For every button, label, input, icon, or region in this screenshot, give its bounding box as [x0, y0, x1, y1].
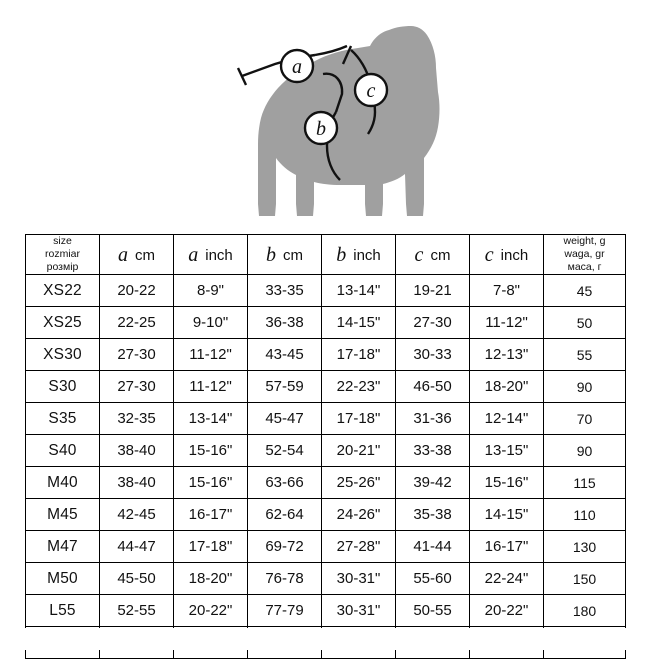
cell-c-inch: 20-22" — [470, 595, 544, 627]
cell-weight: 115 — [544, 467, 626, 499]
cell-c-cm: 39-42 — [396, 467, 470, 499]
table-row — [26, 275, 626, 307]
header-weight-line1: weight, g — [563, 235, 606, 247]
cell-b-cm: 33-35 — [248, 275, 322, 307]
cell-c-inch: 11-12" — [470, 307, 544, 339]
header-a-inch — [174, 235, 248, 275]
cell-weight: 130 — [544, 531, 626, 563]
cell-weight: 180 — [544, 595, 626, 627]
cell-c-cm: 50-55 — [396, 595, 470, 627]
cell-c-inch: 16-17" — [470, 531, 544, 563]
header-b-inch — [322, 235, 396, 275]
cell-size: M50 — [26, 563, 100, 595]
cell-size: XS30 — [26, 339, 100, 371]
header-b-inch-unit: inch — [353, 247, 381, 264]
header-b-inch-letter: b — [336, 244, 347, 266]
cell-b-inch: 13-14" — [322, 275, 396, 307]
label-c: c — [366, 80, 376, 102]
header-a-inch-unit: inch — [205, 247, 233, 264]
cell-size: M45 — [26, 499, 100, 531]
cell-a-cm: 38-40 — [100, 435, 174, 467]
cell-weight: 90 — [544, 371, 626, 403]
table-row — [26, 403, 626, 435]
cell-a-inch: 16-17" — [174, 499, 248, 531]
table-row — [26, 339, 626, 371]
cell-size: S40 — [26, 435, 100, 467]
header-b-cm-letter: b — [266, 244, 276, 266]
cell-c-cm: 31-36 — [396, 403, 470, 435]
cell-a-inch: 17-18" — [174, 531, 248, 563]
cell-size: L55 — [26, 595, 100, 627]
cell-c-cm: 33-38 — [396, 435, 470, 467]
cell-size: S35 — [26, 403, 100, 435]
cell-b-cm: 62-64 — [248, 499, 322, 531]
header-a-cm-unit: cm — [135, 247, 155, 264]
dog-measurement-illustration — [175, 8, 475, 223]
cell-b-cm: 36-38 — [248, 307, 322, 339]
cell-b-cm: 63-66 — [248, 467, 322, 499]
cell-size: S30 — [26, 371, 100, 403]
cell-b-cm: 77-79 — [248, 595, 322, 627]
cell-weight: 45 — [544, 275, 626, 307]
header-c-inch — [470, 235, 544, 275]
header-size-line3: розмір — [46, 261, 79, 273]
cell-a-inch: 11-12" — [174, 371, 248, 403]
cell-b-inch: 30-31" — [322, 595, 396, 627]
cell-a-inch: 8-9" — [174, 275, 248, 307]
table-row — [26, 307, 626, 339]
cell-a-cm: 27-30 — [100, 371, 174, 403]
cell-b-cm: 52-54 — [248, 435, 322, 467]
table-row — [26, 595, 626, 627]
size-chart — [25, 234, 625, 659]
cell-a-inch: 11-12" — [174, 339, 248, 371]
label-b: b — [316, 118, 326, 140]
header-c-cm — [396, 235, 470, 275]
cell-a-cm: 52-55 — [100, 595, 174, 627]
cell-b-inch: 25-26" — [322, 467, 396, 499]
cell-b-inch: 22-23" — [322, 371, 396, 403]
header-size-line2: rozmiar — [44, 248, 80, 260]
cell-b-inch: 27-28" — [322, 531, 396, 563]
cell-b-inch: 24-26" — [322, 499, 396, 531]
cell-a-inch: 15-16" — [174, 435, 248, 467]
cell-a-inch: 13-14" — [174, 403, 248, 435]
cell-c-inch: 14-15" — [470, 499, 544, 531]
cell-weight: 90 — [544, 435, 626, 467]
cell-b-cm: 43-45 — [248, 339, 322, 371]
cell-c-cm: 27-30 — [396, 307, 470, 339]
cell-b-inch: 14-15" — [322, 307, 396, 339]
header-c-inch-letter: c — [484, 244, 494, 266]
cell-a-cm: 38-40 — [100, 467, 174, 499]
cell-c-cm: 55-60 — [396, 563, 470, 595]
table-row — [26, 371, 626, 403]
cell-b-cm: 69-72 — [248, 531, 322, 563]
cell-size: M40 — [26, 467, 100, 499]
cell-a-cm: 44-47 — [100, 531, 174, 563]
cell-c-inch: 12-14" — [470, 403, 544, 435]
table-header — [26, 235, 626, 275]
cell-c-inch: 7-8" — [470, 275, 544, 307]
cell-b-inch: 17-18" — [322, 403, 396, 435]
table-row — [26, 499, 626, 531]
cell-a-cm: 32-35 — [100, 403, 174, 435]
size-table — [25, 234, 626, 659]
header-weight-line2: waga, gr — [564, 248, 605, 260]
cell-weight: 150 — [544, 563, 626, 595]
header-c-cm-unit: cm — [430, 247, 451, 264]
header-b-cm-unit: cm — [283, 247, 303, 264]
cell-a-cm: 27-30 — [100, 339, 174, 371]
cell-c-inch: 13-15" — [470, 435, 544, 467]
header-size — [26, 235, 100, 275]
cell-a-cm: 22-25 — [100, 307, 174, 339]
header-a-inch-letter: a — [188, 244, 199, 266]
cell-b-inch: 30-31" — [322, 563, 396, 595]
cell-c-inch: 22-24" — [470, 563, 544, 595]
cell-a-cm: 20-22 — [100, 275, 174, 307]
cell-c-cm: 30-33 — [396, 339, 470, 371]
header-weight-line3: маса, г — [567, 261, 602, 273]
cell-size: M47 — [26, 531, 100, 563]
table-row — [26, 563, 626, 595]
cell-c-cm: 35-38 — [396, 499, 470, 531]
cell-size: XS25 — [26, 307, 100, 339]
header-c-inch-unit: inch — [500, 247, 529, 264]
cell-a-cm: 45-50 — [100, 563, 174, 595]
cell-a-inch: 18-20" — [174, 563, 248, 595]
cell-b-inch: 20-21" — [322, 435, 396, 467]
cell-c-cm: 41-44 — [396, 531, 470, 563]
table-body — [26, 275, 626, 659]
cell-size: XS22 — [26, 275, 100, 307]
header-size-line1: size — [53, 235, 72, 247]
cell-b-cm: 76-78 — [248, 563, 322, 595]
header-weight — [544, 235, 626, 275]
cell-b-cm: 57-59 — [248, 371, 322, 403]
cell-c-inch: 15-16" — [470, 467, 544, 499]
header-a-cm-letter: a — [118, 244, 128, 266]
cell-weight: 50 — [544, 307, 626, 339]
cell-a-inch: 15-16" — [174, 467, 248, 499]
label-a: a — [292, 56, 302, 78]
cell-a-inch: 9-10" — [174, 307, 248, 339]
cell-a-cm: 42-45 — [100, 499, 174, 531]
cell-c-inch: 18-20" — [470, 371, 544, 403]
cell-a-inch: 20-22" — [174, 595, 248, 627]
header-a-cm — [100, 235, 174, 275]
header-row — [26, 235, 626, 275]
cell-c-cm: 46-50 — [396, 371, 470, 403]
measurement-diagram — [0, 0, 650, 234]
cell-b-inch: 17-18" — [322, 339, 396, 371]
header-c-cm-letter: c — [414, 244, 424, 266]
cell-weight: 70 — [544, 403, 626, 435]
table-row — [26, 467, 626, 499]
cell-c-inch: 12-13" — [470, 339, 544, 371]
bottom-margin — [0, 628, 650, 650]
cell-c-cm: 19-21 — [396, 275, 470, 307]
cell-weight: 55 — [544, 339, 626, 371]
cell-b-cm: 45-47 — [248, 403, 322, 435]
table-row — [26, 531, 626, 563]
table-row — [26, 435, 626, 467]
cell-weight: 110 — [544, 499, 626, 531]
header-b-cm — [248, 235, 322, 275]
